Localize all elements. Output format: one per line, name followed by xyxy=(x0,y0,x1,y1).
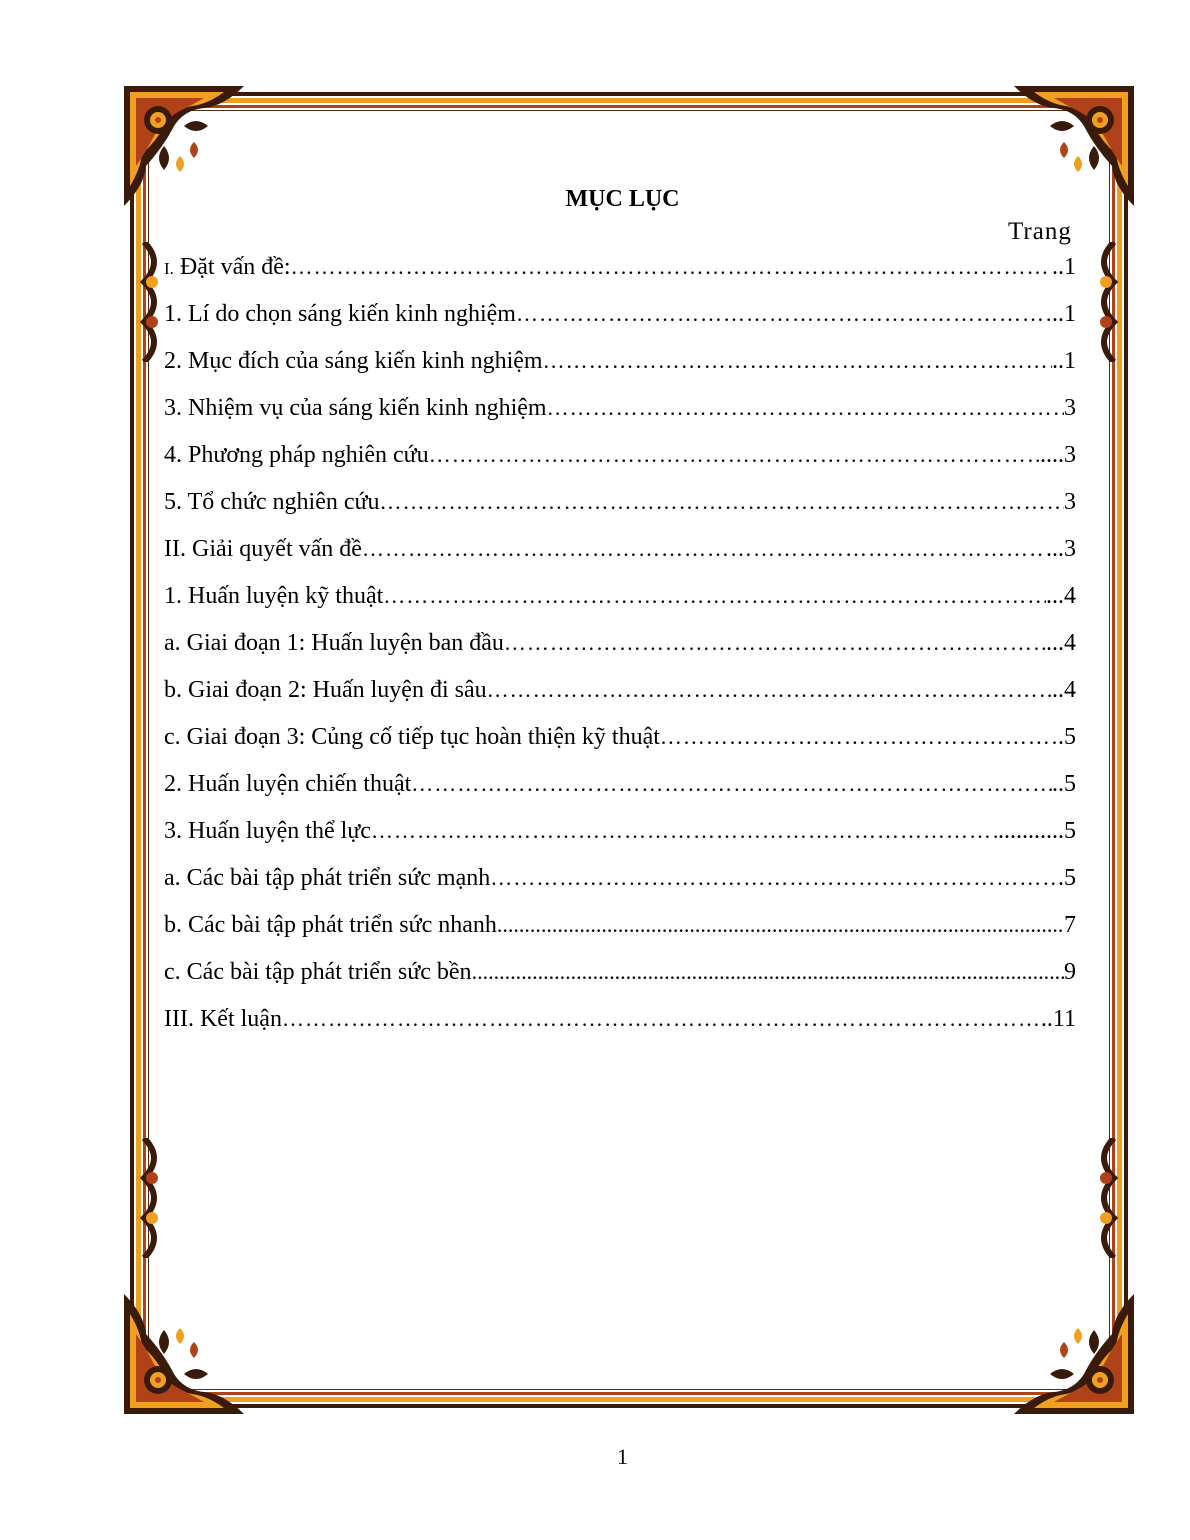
toc-entry[interactable] xyxy=(164,955,1076,1002)
toc-entry-page: ..11 xyxy=(1040,1006,1076,1032)
dot-leader xyxy=(383,579,1046,613)
toc-entry[interactable] xyxy=(164,438,1076,485)
toc-entry-prefix: I. xyxy=(164,259,174,278)
toc-entry-page: 7 xyxy=(1064,912,1076,938)
toc-entry[interactable] xyxy=(164,1002,1076,1049)
toc-entry-page: ...4 xyxy=(1046,630,1076,656)
toc-entry-label: II. Giải quyết vấn đề xyxy=(164,536,362,562)
page-number: 1 xyxy=(617,1444,628,1469)
toc-entry-label: a. Giai đoạn 1: Huấn luyện ban đầu xyxy=(164,630,504,656)
dot-leader xyxy=(371,814,998,848)
toc-entry-page: .5 xyxy=(1058,865,1076,891)
toc-entry-page: ..1 xyxy=(1052,301,1076,327)
page-title: MỤC LỤC xyxy=(565,186,680,212)
toc-entry[interactable] xyxy=(164,485,1076,532)
corner-ornament-bottom-left xyxy=(124,1254,284,1414)
dot-leader xyxy=(429,438,1040,472)
toc-entry[interactable] xyxy=(164,626,1076,673)
toc-entry[interactable] xyxy=(164,673,1076,720)
toc-entry-label: 4. Phương pháp nghiên cứu xyxy=(164,442,429,468)
toc-entry[interactable] xyxy=(164,767,1076,814)
toc-entry-page: ...........5 xyxy=(998,818,1076,844)
toc-entry-label: b. Các bài tập phát triển sức nhanh xyxy=(164,912,497,938)
dot-leader xyxy=(497,908,1064,942)
dot-leader xyxy=(291,250,1052,284)
toc-entry-page: ...3 xyxy=(1046,536,1076,562)
dot-leader xyxy=(472,955,1064,989)
dot-leader xyxy=(660,720,1058,754)
dot-leader xyxy=(380,485,1064,519)
corner-ornament-bottom-right xyxy=(974,1254,1134,1414)
toc-entry-page: ..1 xyxy=(1052,348,1076,374)
toc-entry-label: I. Đặt vấn đề: xyxy=(164,254,291,280)
table-of-contents xyxy=(164,250,1076,1049)
dot-leader xyxy=(504,626,1046,660)
toc-entry-page: 3 xyxy=(1064,489,1076,515)
toc-entry-label: 3. Nhiệm vụ của sáng kiến kinh nghiệm xyxy=(164,395,547,421)
toc-entry-label: a. Các bài tập phát triển sức mạnh xyxy=(164,865,491,891)
toc-entry-label: III. Kết luận xyxy=(164,1006,282,1032)
side-ornament-right-top xyxy=(1084,242,1124,362)
dot-leader xyxy=(487,673,1052,707)
toc-entry[interactable] xyxy=(164,720,1076,767)
dot-leader xyxy=(516,297,1052,331)
toc-entry-label: c. Giai đoạn 3: Củng cố tiếp tục hoàn thiện kỹ thuật xyxy=(164,724,660,750)
toc-entry[interactable] xyxy=(164,908,1076,955)
dot-leader xyxy=(362,532,1046,566)
toc-entry-label: b. Giai đoạn 2: Huấn luyện đi sâu xyxy=(164,677,487,703)
toc-entry[interactable] xyxy=(164,297,1076,344)
toc-entry-page: ....3 xyxy=(1040,442,1076,468)
dot-leader xyxy=(543,344,1052,378)
corner-ornament-top-left xyxy=(124,86,284,246)
dot-leader xyxy=(547,391,1064,425)
page-column-header: Trang xyxy=(1008,218,1072,245)
dot-leader xyxy=(282,1002,1041,1036)
toc-entry-label: 1. Huấn luyện kỹ thuật xyxy=(164,583,384,609)
dot-leader xyxy=(490,861,1058,895)
toc-entry-label: 1. Lí do chọn sáng kiến kinh nghiệm xyxy=(164,301,516,327)
toc-entry-label: c. Các bài tập phát triển sức bền xyxy=(164,959,472,985)
toc-entry-page: ..5 xyxy=(1052,771,1076,797)
side-ornament-left-bottom xyxy=(134,1138,174,1258)
toc-entry-label: 3. Huấn luyện thể lực xyxy=(164,818,371,844)
toc-entry[interactable] xyxy=(164,579,1076,626)
toc-entry[interactable] xyxy=(164,391,1076,438)
toc-entry-page: ..1 xyxy=(1052,254,1076,280)
toc-entry[interactable] xyxy=(164,344,1076,391)
toc-entry-label: 2. Huấn luyện chiến thuật xyxy=(164,771,412,797)
toc-entry[interactable] xyxy=(164,250,1076,297)
toc-entry[interactable] xyxy=(164,814,1076,861)
toc-entry-label: 5. Tổ chức nghiên cứu xyxy=(164,489,380,515)
toc-entry-page: .5 xyxy=(1058,724,1076,750)
toc-entry-label: 2. Mục đích của sáng kiến kinh nghiệm xyxy=(164,348,543,374)
toc-entry-page: 9 xyxy=(1064,959,1076,985)
toc-entry-page: ..4 xyxy=(1052,677,1076,703)
dot-leader xyxy=(411,767,1052,801)
side-ornament-right-bottom xyxy=(1084,1138,1124,1258)
toc-entry[interactable] xyxy=(164,532,1076,579)
toc-entry[interactable] xyxy=(164,861,1076,908)
toc-entry-page: ...4 xyxy=(1046,583,1076,609)
toc-entry-page: 3 xyxy=(1064,395,1076,421)
